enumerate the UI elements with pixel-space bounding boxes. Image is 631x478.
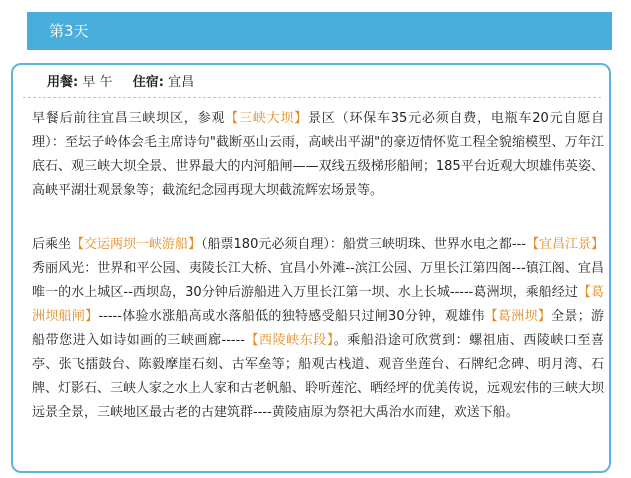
highlighted-attraction: 【葛洲坝】 [484, 309, 552, 324]
day-header [27, 12, 612, 50]
itinerary-card [11, 63, 611, 473]
paragraph-text: 早餐后前往宜昌三峡坝区，参观 [32, 111, 226, 126]
paragraph-text: 。乘船沿途可欣赏到：螺祖庙、西陵峡口至喜亭、张飞擂鼓台、陈毅摩崖石刻、古军垒等；船观古栈道、观音坐莲台、石牌纪念碑、明月湾、石牌、灯影石、三峡人家之水上人家和古老帆船、聆听莲沱、晒经坪的优美传说，远观宏伟的三峡大坝远景全景，三峡地区最古老的古建筑群----黄陵庙原为祭祀大禹治水而建，欢送下船。 [32, 333, 605, 420]
highlighted-attraction: 【葛洲坝船闸】 [32, 285, 604, 324]
itinerary-paragraph-cruise [32, 233, 604, 425]
lodging-label: 住宿: [132, 75, 164, 90]
highlighted-attraction: 【交运两坝一峡游船】 [71, 237, 202, 252]
meals-label: 用餐: [47, 75, 79, 90]
paragraph-text: 全景；游船带您进入如诗如画的三峡画廊----- [32, 309, 604, 348]
highlighted-attraction: 【西陵峡东段】 [244, 333, 334, 348]
paragraph-text: 秀丽风光：世界和平公园、夷陵长江大桥、宜昌小外滩--滨江公园、万里长江第四阁---镇江阁、宜昌唯一的水上城区--西坝岛，30分钟后游船进入万里长江第一坝、水上长城-----葛洲坝，乘船经过 [32, 261, 604, 300]
paragraph-text: （船票180元必须自理）：船赏三峡明珠、世界水电之都--- [201, 237, 526, 252]
itinerary-paragraph-dam [32, 107, 604, 203]
lodging-value: 宜昌 [168, 75, 195, 90]
paragraph-text: -----体验水涨船高或水落船低的独特感受船只过闸30分钟，观雄伟 [98, 309, 485, 324]
paragraph-text: 景区（环保车35元必须自费，电瓶车20元自愿自理）：至坛子岭体会毛主席诗句"截断巫山云雨，高峡出平湖"的豪迈情怀览工程全貌缩模型、万年江底石、观三峡大坝全景、世界最大的内河船闸——双线五级梯形船闸；185平台近观大坝雄伟英姿、高峡平湖壮观景象等；截流纪念园再现大坝截流辉宏场景等。 [32, 111, 604, 198]
divider [23, 97, 601, 98]
meal-lodging-info [47, 73, 194, 93]
meals-value: 早 午 [82, 75, 113, 90]
day-title: 第3天 [49, 22, 89, 40]
highlighted-attraction: 【三峡大坝】 [225, 111, 308, 126]
highlighted-attraction: 【宜昌江景】 [525, 237, 604, 252]
paragraph-text: 后乘坐 [32, 237, 72, 252]
